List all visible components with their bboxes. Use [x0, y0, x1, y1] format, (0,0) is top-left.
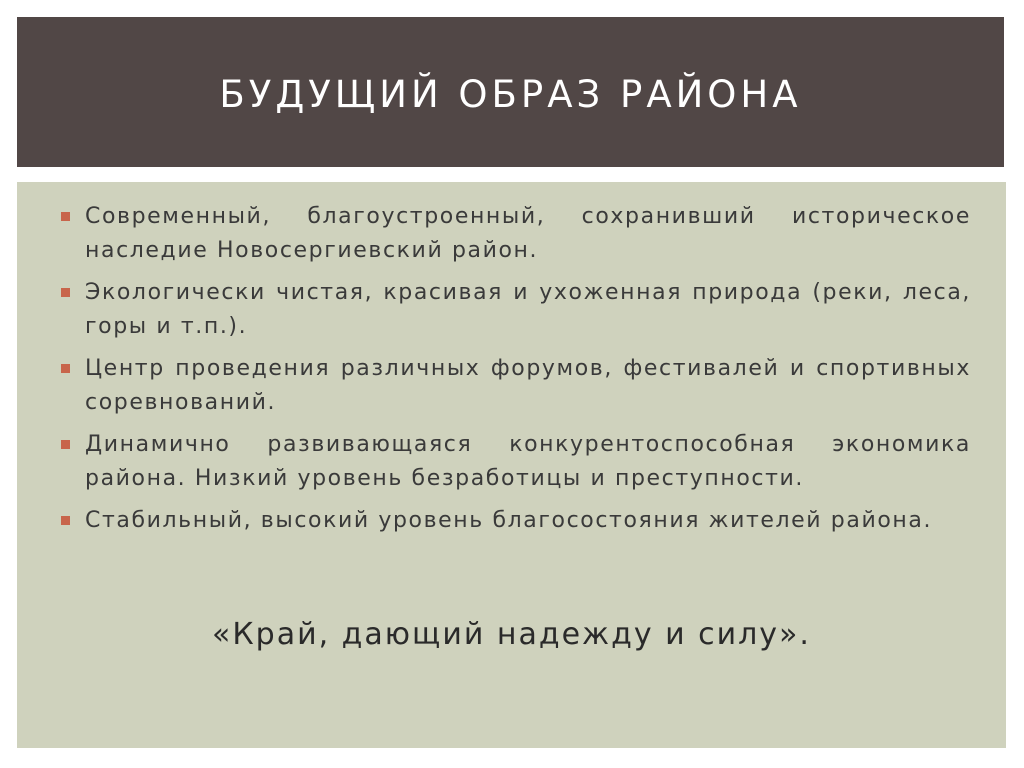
bullet-text: Стабильный, высокий уровень благосостояния жителей района. [85, 508, 933, 533]
square-bullet-icon [61, 440, 70, 449]
content-panel [17, 182, 1006, 748]
square-bullet-icon [61, 364, 70, 373]
bullet-text: Центр проведения различных форумов, фестивалей и спортивных соревнований. [85, 356, 971, 415]
square-bullet-icon [61, 288, 70, 297]
title-bar [17, 17, 1004, 167]
bullet-item [61, 428, 971, 496]
slogan-quote: «Край, дающий надежду и силу». [212, 617, 811, 652]
square-bullet-icon [61, 212, 70, 221]
bullet-text: Экологически чистая, красивая и ухоженная природа (реки, леса, горы и т.п.). [85, 280, 971, 339]
bullet-item [61, 276, 971, 344]
bullet-list [61, 200, 971, 546]
bullet-item [61, 504, 971, 538]
bullet-text: Современный, благоустроенный, сохранивший историческое наследие Новосергиевский район. [85, 204, 971, 263]
square-bullet-icon [61, 516, 70, 525]
bullet-item [61, 200, 971, 268]
bullet-item [61, 352, 971, 420]
bullet-text: Динамично развивающаяся конкурентоспособная экономика района. Низкий уровень безработицы и преступности. [85, 432, 971, 491]
slide-title: БУДУЩИЙ ОБРАЗ РАЙОНА [219, 72, 802, 116]
